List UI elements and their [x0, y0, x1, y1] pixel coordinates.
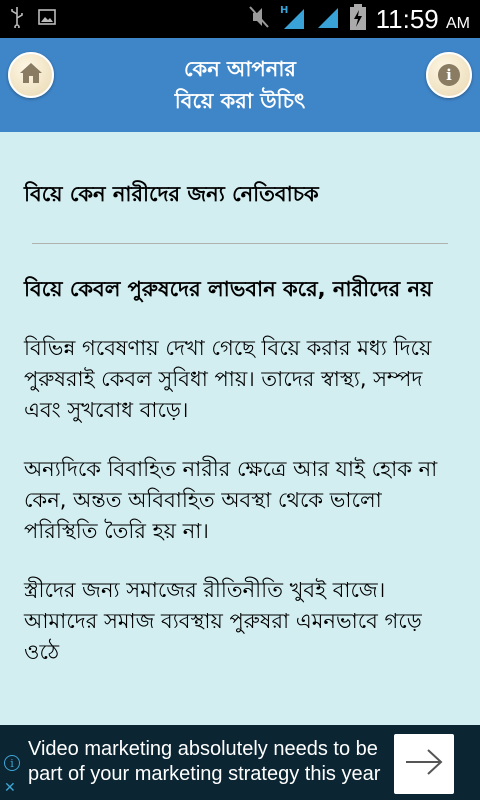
home-icon: [18, 61, 44, 89]
clock-time: 11:59: [375, 3, 439, 34]
notification-icons: [10, 6, 56, 33]
article-subheading: বিয়ে কেবল পুরুষদের লাভবান করে, নারীদের নয়: [24, 277, 433, 301]
info-button[interactable]: [426, 52, 472, 98]
mute-icon: [248, 5, 270, 33]
home-button[interactable]: [8, 52, 54, 98]
ad-text[interactable]: Video marketing absolutely needs to be part of your marketing strategy this year: [28, 738, 381, 785]
arrow-right-icon: [404, 747, 444, 781]
usb-icon: [10, 6, 24, 33]
battery-charging-icon: [350, 4, 366, 34]
article-content[interactable]: [0, 132, 480, 725]
article-heading: বিয়ে কেন নারীদের জন্য নেতিবাচক: [24, 182, 319, 206]
signal-h-icon: [280, 3, 306, 35]
status-bar: [0, 0, 480, 38]
page-title-line2: বিয়ে করা উচিৎ: [174, 89, 306, 113]
system-icons: [248, 3, 470, 35]
page-title: [175, 53, 305, 117]
signal-icon: [316, 4, 340, 34]
paragraph-1: বিভিন্ন গবেষণায় দেখা গেছে বিয়ে করার মধ্য দিয়ে পুরুষরাই কেবল সুবিধা পায়। তাদের স্বাস্থ্য, সম্পদ এবং সুখবোধ বাড়ে।: [24, 336, 432, 422]
paragraph-2: অন্যদিকে বিবাহিত নারীর ক্ষেত্রে আর যাই হোক না কেন, অন্তত অবিবাহিত অবস্থা থেকে ভালো পরিস্থিতি তৈরি হয় না।: [24, 457, 438, 543]
image-icon: [38, 9, 56, 30]
page-title-line1: কেন আপনার: [184, 57, 296, 81]
paragraph-3: স্ত্রীদের জন্য সমাজের রীতিনীতি খুবই বাজে। আমাদের সমাজ ব্যবস্থায় পুরুষরা এমনভাবে গড়ে ওঠে: [24, 578, 422, 664]
clock: [376, 4, 470, 35]
svg-text:H: H: [279, 5, 288, 16]
ad-info-icon[interactable]: i: [4, 755, 20, 771]
ad-close-icon[interactable]: ✕: [4, 780, 16, 796]
info-icon: i: [438, 64, 460, 86]
divider: [32, 243, 448, 244]
clock-ampm: AM: [446, 14, 470, 32]
ad-open-button[interactable]: [394, 734, 454, 794]
ad-banner[interactable]: [0, 725, 480, 800]
app-header: [0, 38, 480, 132]
